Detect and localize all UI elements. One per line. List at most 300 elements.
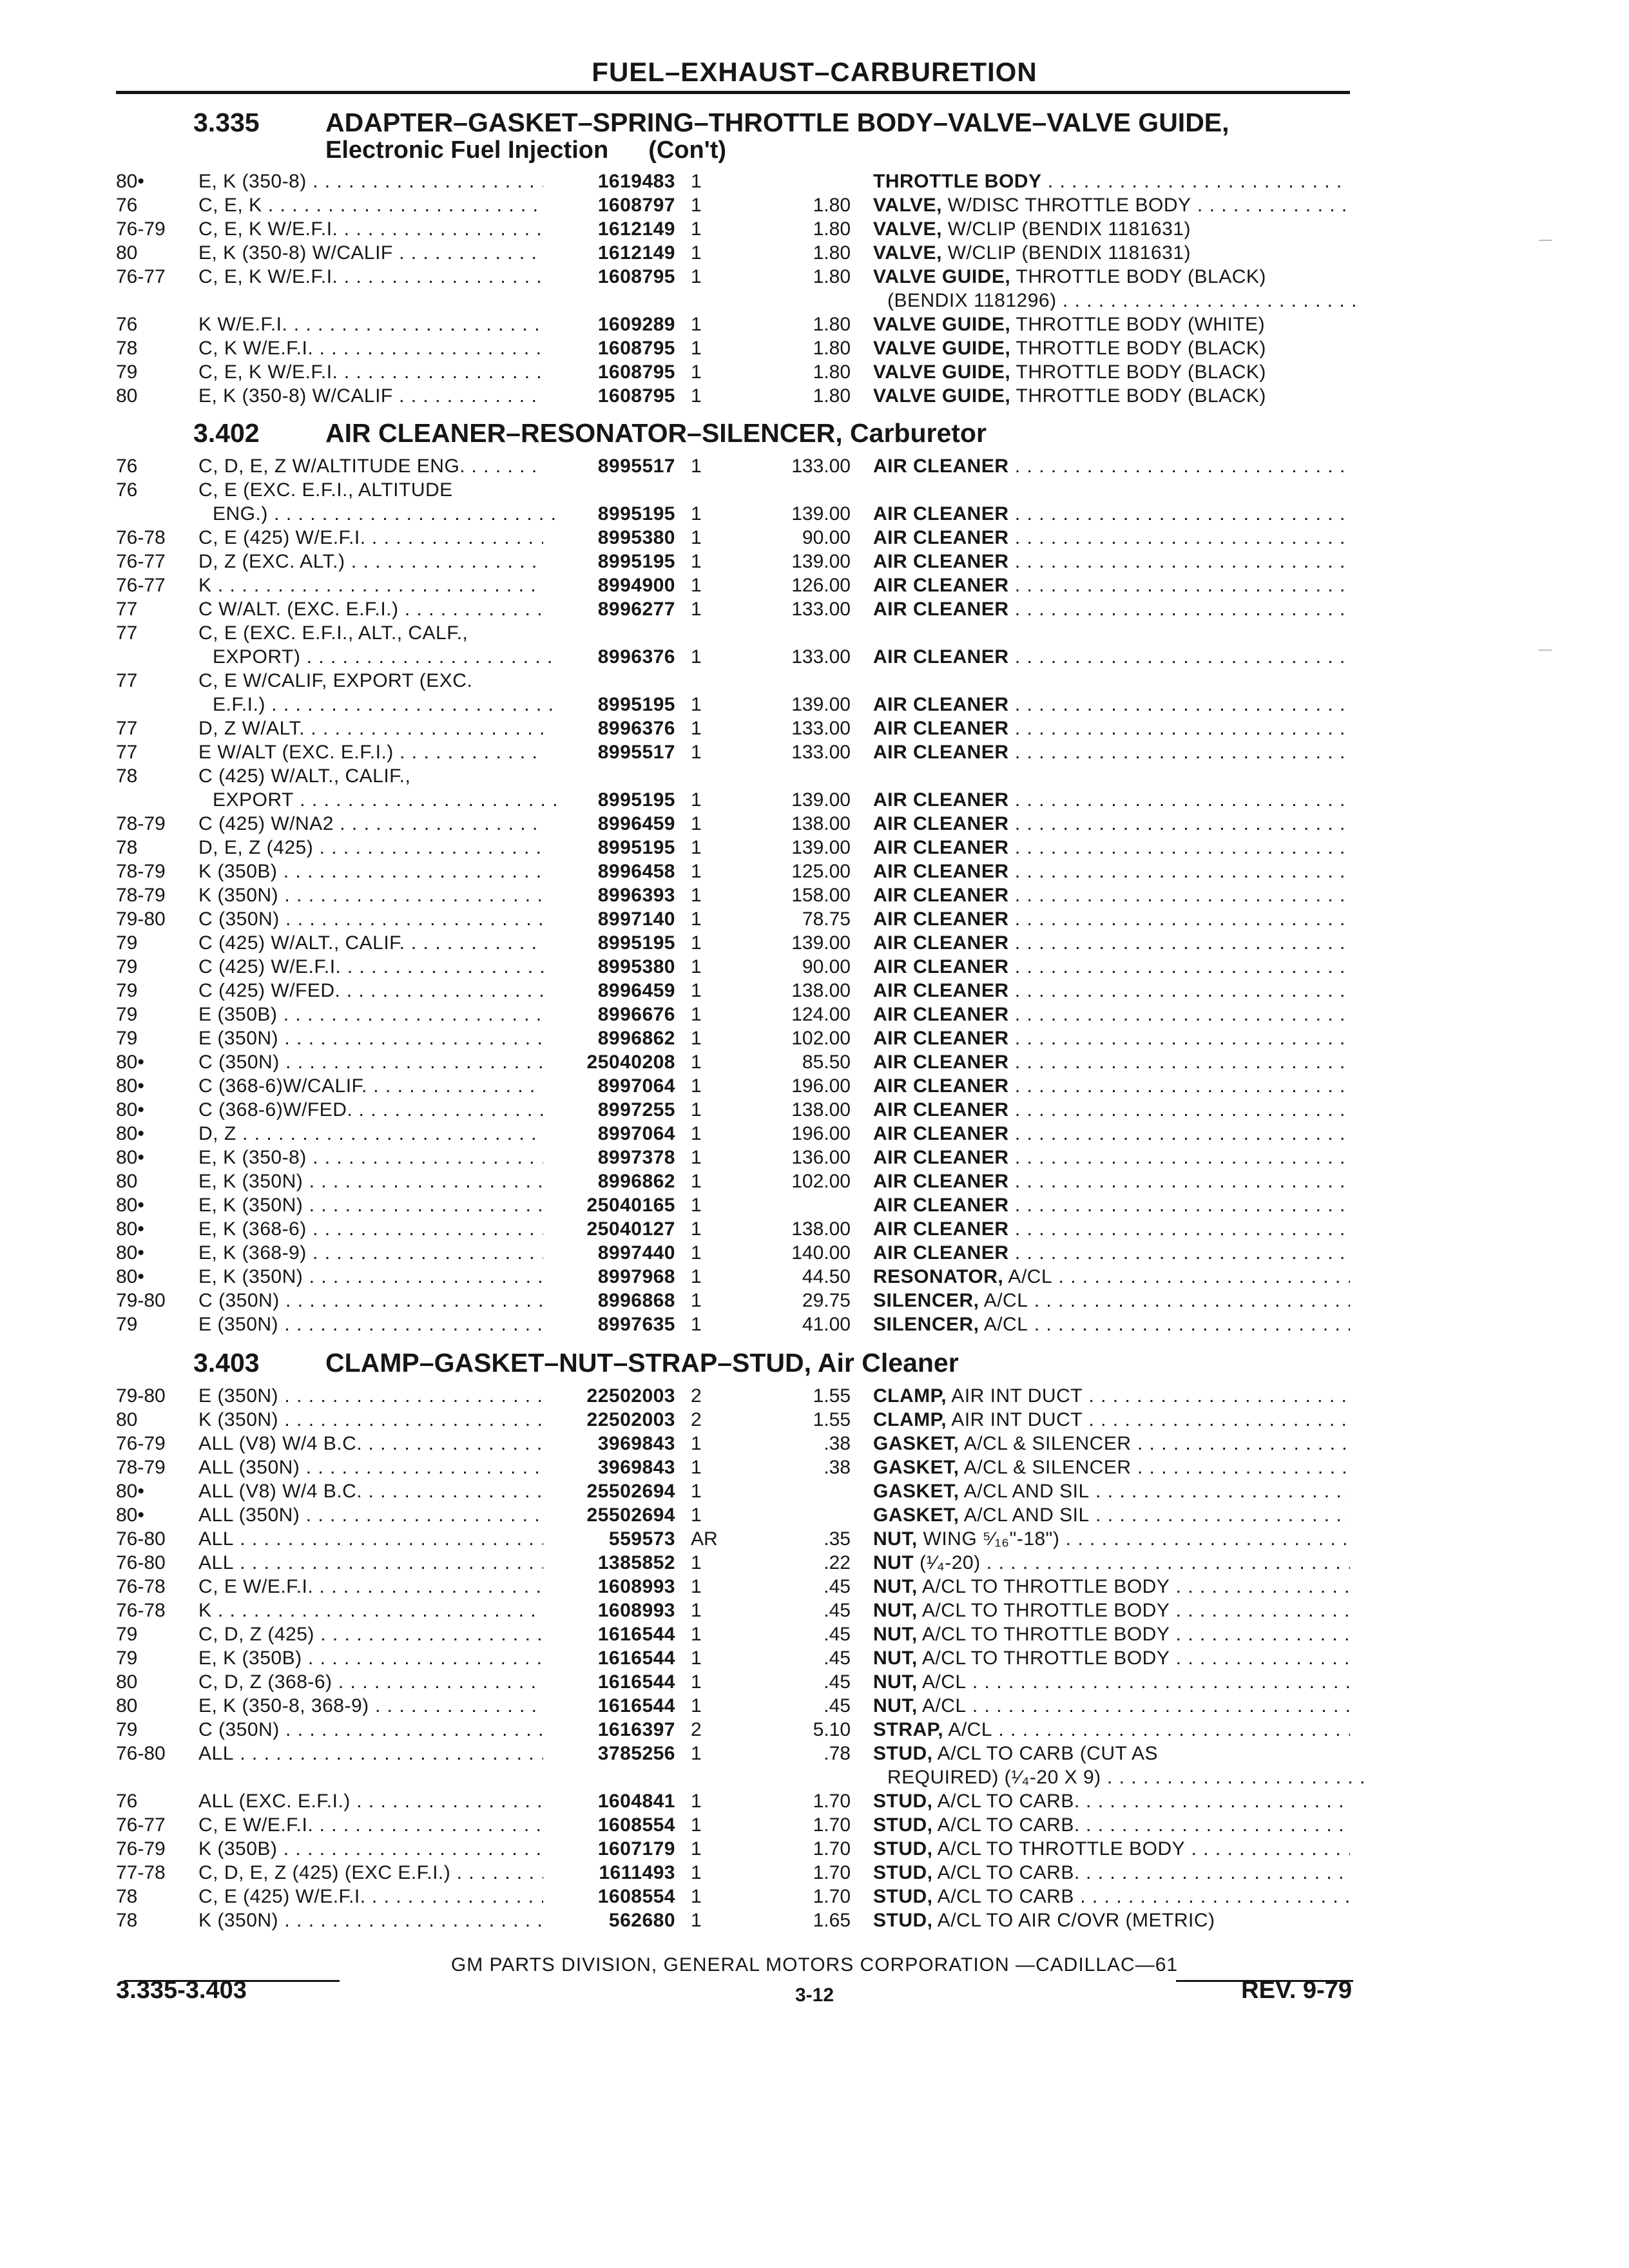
part-detail: A/CL — [917, 1671, 967, 1693]
list-price: 126.00 — [791, 575, 851, 596]
parts-row — [0, 193, 1629, 217]
application: E, K (350N) . . . — [198, 1193, 543, 1217]
list-price: 1.80 — [813, 266, 851, 287]
quantity: 1 — [691, 1195, 702, 1216]
application: ALL . . . — [198, 1742, 543, 1765]
list-price: .38 — [824, 1457, 851, 1478]
list-price: 196.00 — [791, 1123, 851, 1144]
part-description — [873, 360, 1350, 384]
list-price: 29.75 — [802, 1290, 851, 1311]
list-price: 1.70 — [813, 1814, 851, 1836]
part-number: 1608795 — [597, 385, 675, 407]
part-description — [873, 836, 1350, 860]
part-description — [873, 169, 1350, 193]
application: ALL (350N) . . . — [198, 1503, 543, 1527]
section-title — [325, 420, 987, 447]
parts-row — [0, 1622, 1629, 1646]
model-year: 80• — [116, 1123, 144, 1144]
footer-revision: REV. 9-79 — [1241, 1977, 1352, 2004]
parts-row — [0, 1408, 1629, 1432]
quantity: 1 — [691, 1600, 702, 1621]
application: E, K (368-6) . . . — [198, 1217, 543, 1241]
part-number: 1616544 — [597, 1648, 675, 1669]
part-description — [873, 336, 1350, 360]
application: C, E W/CALIF, EXPORT (EXC. — [198, 670, 473, 691]
parts-row — [0, 1575, 1629, 1599]
quantity: 1 — [691, 1242, 702, 1264]
part-number: 8995195 — [597, 932, 675, 954]
application: C (350N) . . . — [198, 1718, 543, 1742]
list-price: 5.10 — [813, 1719, 851, 1740]
list-price: 125.00 — [791, 861, 851, 882]
model-year: 76 — [116, 456, 138, 477]
application: EXPORT) . . . — [198, 645, 557, 669]
part-detail: W/CLIP (BENDIX 1181631) — [941, 242, 1191, 264]
section-title-main: AIR CLEANER–RESONATOR–SILENCER, — [325, 418, 843, 448]
quantity: 1 — [691, 385, 702, 407]
part-description — [873, 907, 1350, 931]
part-name: NUT, — [873, 1528, 918, 1550]
list-price: .45 — [824, 1600, 851, 1621]
parts-row — [0, 1003, 1629, 1026]
part-description — [873, 645, 1350, 669]
part-description — [873, 1456, 1350, 1479]
part-name: AIR CLEANER — [873, 885, 1009, 906]
parts-row — [0, 1885, 1629, 1908]
part-number: 3969843 — [597, 1433, 675, 1454]
model-year: 76-80 — [116, 1552, 166, 1573]
application: E W/ALT (EXC. E.F.I.) . . . — [198, 740, 543, 764]
model-year: 80• — [116, 1481, 144, 1502]
part-number: 8997255 — [597, 1099, 675, 1120]
part-name: AIR CLEANER — [873, 694, 1009, 715]
part-description — [873, 502, 1350, 526]
parts-row — [0, 1837, 1629, 1861]
application: E (350N) . . . — [198, 1384, 543, 1408]
parts-row — [0, 1217, 1629, 1241]
part-description — [873, 931, 1350, 955]
part-name: AIR CLEANER — [873, 956, 1009, 977]
part-number: 8996676 — [597, 1004, 675, 1025]
part-description — [873, 1527, 1350, 1551]
part-number: 1609289 — [597, 314, 675, 335]
model-year: 77 — [116, 599, 138, 620]
application: C (425) W/ALT., CALIF. . . . — [198, 931, 543, 955]
part-detail: REQUIRED) (¹⁄₄-20 X 9) — [887, 1767, 1101, 1788]
list-price: 196.00 — [791, 1075, 851, 1097]
parts-row — [0, 1098, 1629, 1122]
parts-row — [0, 1312, 1629, 1336]
list-price: 139.00 — [791, 932, 851, 954]
parts-row — [0, 265, 1629, 289]
part-description — [873, 1646, 1350, 1670]
application: C (350N) . . . — [198, 907, 543, 931]
scan-mark — [1539, 240, 1552, 241]
part-description — [873, 1861, 1350, 1885]
part-name: STRAP, — [873, 1719, 944, 1740]
application: ALL . . . — [198, 1527, 543, 1551]
model-year: 80 — [116, 1409, 138, 1430]
parts-row — [0, 1742, 1629, 1765]
list-price: 1.65 — [813, 1910, 851, 1931]
part-name: GASKET, — [873, 1457, 959, 1478]
part-number: 25502694 — [586, 1481, 675, 1502]
part-number: 8997440 — [597, 1242, 675, 1264]
parts-row — [0, 1146, 1629, 1169]
application: ALL (V8) W/4 B.C. . . . — [198, 1432, 543, 1456]
part-number: 8997635 — [597, 1314, 675, 1335]
part-name: NUT, — [873, 1695, 918, 1716]
quantity: 1 — [691, 1028, 702, 1049]
parts-row — [0, 1503, 1629, 1527]
part-number: 8994900 — [597, 575, 675, 596]
model-year: 79-80 — [116, 1385, 166, 1407]
part-description — [873, 1122, 1350, 1146]
list-price: 90.00 — [802, 527, 851, 548]
quantity: 1 — [691, 1504, 702, 1526]
part-number: 3785256 — [597, 1743, 675, 1764]
application: C (425) W/E.F.I. . . . — [198, 955, 543, 979]
section-title-main: CLAMP–GASKET–NUT–STRAP–STUD, — [325, 1348, 812, 1378]
parts-row — [0, 1694, 1629, 1718]
part-name: AIR CLEANER — [873, 742, 1009, 763]
part-detail: A/CL AND SIL — [959, 1481, 1090, 1502]
part-name: AIR CLEANER — [873, 789, 1009, 811]
list-price: 1.55 — [813, 1385, 851, 1407]
part-name: STUD, — [873, 1814, 933, 1836]
quantity: 1 — [691, 195, 702, 216]
quantity: 1 — [691, 1266, 702, 1287]
part-description — [873, 1026, 1350, 1050]
parts-row — [0, 979, 1629, 1003]
part-number: 8997140 — [597, 908, 675, 930]
part-name: STUD, — [873, 1862, 933, 1883]
quantity: 1 — [691, 1576, 702, 1597]
part-number: 1612149 — [597, 242, 675, 264]
part-name: CLAMP, — [873, 1409, 947, 1430]
part-number: 1608554 — [597, 1814, 675, 1836]
part-description — [873, 1551, 1350, 1575]
part-name: VALVE GUIDE, — [873, 266, 1011, 287]
list-price: 90.00 — [802, 956, 851, 977]
part-description — [873, 1742, 1350, 1765]
quantity: 1 — [691, 908, 702, 930]
part-description — [873, 860, 1350, 883]
part-number: 8995195 — [597, 503, 675, 524]
section-title-sub: Air Cleaner — [811, 1348, 959, 1378]
model-year: 76-77 — [116, 551, 166, 572]
part-description — [873, 1265, 1350, 1289]
part-name: AIR CLEANER — [873, 1123, 1009, 1144]
parts-row — [0, 169, 1629, 193]
parts-row — [0, 955, 1629, 979]
list-price: 133.00 — [791, 456, 851, 477]
part-name: AIR CLEANER — [873, 908, 1009, 930]
section-continued: (Con't) — [648, 137, 727, 164]
parts-row — [0, 1813, 1629, 1837]
model-year: 76 — [116, 1791, 138, 1812]
model-year: 79 — [116, 1028, 138, 1049]
parts-row — [0, 241, 1629, 265]
part-detail: (¹⁄₄-20) — [914, 1552, 981, 1573]
parts-row — [0, 645, 1629, 669]
parts-row — [0, 1122, 1629, 1146]
part-number: 8995517 — [597, 742, 675, 763]
part-number: 562680 — [608, 1910, 675, 1931]
quantity: 1 — [691, 266, 702, 287]
model-year: 76-77 — [116, 575, 166, 596]
part-number: 3969843 — [597, 1457, 675, 1478]
quantity: 1 — [691, 361, 702, 383]
list-price: .45 — [824, 1576, 851, 1597]
model-year: 79 — [116, 980, 138, 1001]
part-number: 1608993 — [597, 1600, 675, 1621]
list-price: 1.80 — [813, 338, 851, 359]
parts-row — [0, 454, 1629, 478]
part-detail: A/CL TO THROTTLE BODY — [917, 1600, 1170, 1621]
part-name: NUT — [873, 1552, 914, 1573]
model-year: 79 — [116, 932, 138, 954]
parts-row — [0, 1193, 1629, 1217]
model-year: 79 — [116, 1719, 138, 1740]
list-price: 138.00 — [791, 1218, 851, 1240]
parts-row — [0, 1026, 1629, 1050]
parts-row — [0, 502, 1629, 526]
part-number: 1608797 — [597, 195, 675, 216]
model-year: 76-78 — [116, 1600, 166, 1621]
parts-row — [0, 1551, 1629, 1575]
model-year: 78 — [116, 1910, 138, 1931]
part-number: 8995195 — [597, 789, 675, 811]
quantity: 1 — [691, 1648, 702, 1669]
model-year: 80 — [116, 1171, 138, 1192]
part-name: STUD, — [873, 1743, 933, 1764]
part-description — [873, 1837, 1350, 1861]
application: ALL . . . — [198, 1551, 543, 1575]
model-year: 79 — [116, 1004, 138, 1025]
part-name: GASKET, — [873, 1504, 959, 1526]
application: C, E (425) W/E.F.I. . . . — [198, 526, 543, 550]
list-price: 124.00 — [791, 1004, 851, 1025]
list-price: 1.80 — [813, 314, 851, 335]
model-year: 80• — [116, 1266, 144, 1287]
parts-row — [0, 907, 1629, 931]
part-number: 1611493 — [599, 1862, 675, 1883]
footer-publisher: GM PARTS DIVISION, GENERAL MOTORS CORPORATION —CADILLAC—61 — [450, 1954, 1179, 1975]
part-description — [873, 1146, 1350, 1169]
quantity: 1 — [691, 456, 702, 477]
part-number: 8995195 — [597, 694, 675, 715]
part-number: 8995195 — [597, 551, 675, 572]
application: ALL (V8) W/4 B.C. . . . — [198, 1479, 543, 1503]
part-detail: A/CL TO CARB — [932, 1886, 1074, 1907]
list-price: 1.80 — [813, 218, 851, 240]
part-detail: A/CL & SILENCER — [959, 1457, 1132, 1478]
quantity: 1 — [691, 1862, 702, 1883]
part-detail: A/CL — [1003, 1266, 1053, 1287]
part-number: 1385852 — [597, 1552, 675, 1573]
list-price: 1.70 — [813, 1862, 851, 1883]
part-detail: A/CL — [917, 1695, 967, 1716]
list-price: 139.00 — [791, 551, 851, 572]
quantity: 1 — [691, 1171, 702, 1192]
quantity: 1 — [691, 885, 702, 906]
part-number: 1607179 — [597, 1838, 675, 1860]
part-name: AIR CLEANER — [873, 980, 1009, 1001]
part-detail: A/CL & SILENCER — [959, 1433, 1132, 1454]
part-detail: A/CL TO THROTTLE BODY — [917, 1576, 1170, 1597]
part-name: AIR CLEANER — [873, 718, 1009, 739]
application: D, Z (EXC. ALT.) . . . — [198, 550, 543, 573]
quantity: 1 — [691, 1814, 702, 1836]
list-price: 158.00 — [791, 885, 851, 906]
quantity: 1 — [691, 837, 702, 858]
list-price: 138.00 — [791, 813, 851, 834]
part-description — [873, 241, 1350, 265]
part-description — [873, 1694, 1350, 1718]
parts-row — [0, 597, 1629, 621]
application: C, D, Z (368-6) . . . — [198, 1670, 543, 1694]
application: K W/E.F.I. . . . — [198, 312, 543, 336]
part-description — [873, 1289, 1350, 1312]
application: C, E, K W/E.F.I. . . . — [198, 360, 543, 384]
section-number: 3.403 — [193, 1348, 260, 1378]
part-name: AIR CLEANER — [873, 813, 1009, 834]
part-detail: A/CL TO CARB (CUT AS — [932, 1743, 1158, 1764]
part-description — [873, 716, 1350, 740]
application: K . . . — [198, 1599, 543, 1622]
list-price: 139.00 — [791, 694, 851, 715]
model-year: 80• — [116, 1242, 144, 1264]
parts-row — [0, 621, 1629, 645]
model-year: 80• — [116, 1052, 144, 1073]
part-number: 8995380 — [597, 956, 675, 977]
part-description — [873, 1241, 1350, 1265]
part-description — [873, 573, 1350, 597]
model-year: 78-79 — [116, 1457, 166, 1478]
part-description — [873, 955, 1350, 979]
section-title — [325, 1350, 959, 1376]
part-description — [873, 1479, 1350, 1503]
quantity: 1 — [691, 1433, 702, 1454]
list-price: 102.00 — [791, 1028, 851, 1049]
quantity: 1 — [691, 1838, 702, 1860]
part-name: STUD, — [873, 1838, 933, 1860]
list-price: 85.50 — [802, 1052, 851, 1073]
model-year: 80• — [116, 1075, 144, 1097]
application: C, D, E, Z (425) (EXC E.F.I.) . . . — [198, 1861, 543, 1885]
part-name: AIR CLEANER — [873, 1052, 1009, 1073]
part-detail: A/CL TO CARB. — [932, 1862, 1080, 1883]
part-name: AIR CLEANER — [873, 575, 1009, 596]
list-price: 41.00 — [802, 1314, 851, 1335]
model-year: 77 — [116, 622, 138, 644]
parts-row — [0, 360, 1629, 384]
list-price: .78 — [824, 1743, 851, 1764]
part-name: SILENCER, — [873, 1290, 979, 1311]
quantity: 1 — [691, 551, 702, 572]
parts-row — [0, 764, 1629, 788]
part-detail: W/CLIP (BENDIX 1181631) — [941, 218, 1191, 240]
quantity: 1 — [691, 599, 702, 620]
application: E, K (350-8) W/CALIF . . . — [198, 384, 543, 408]
list-price: .45 — [824, 1648, 851, 1669]
model-year: 76-79 — [116, 218, 166, 240]
part-name: STUD, — [873, 1910, 933, 1931]
quantity: 1 — [691, 1743, 702, 1764]
list-price: 1.80 — [813, 385, 851, 407]
quantity: 1 — [691, 1481, 702, 1502]
list-price: 1.80 — [813, 195, 851, 216]
quantity: 1 — [691, 956, 702, 977]
part-description — [873, 193, 1350, 217]
quantity: 1 — [691, 1314, 702, 1335]
quantity: 1 — [691, 527, 702, 548]
part-name: NUT, — [873, 1671, 918, 1693]
part-description — [873, 788, 1350, 812]
application: C (368-6)W/CALIF. . . . — [198, 1074, 543, 1098]
part-name: VALVE, — [873, 218, 942, 240]
part-description — [873, 1670, 1350, 1694]
part-description — [873, 265, 1350, 289]
part-description — [873, 883, 1350, 907]
part-number: 8995380 — [597, 527, 675, 548]
parts-row — [0, 1479, 1629, 1503]
application: C (350N) . . . — [198, 1289, 543, 1312]
part-detail: THROTTLE BODY (BLACK) — [1010, 338, 1266, 359]
footer-page-number: 3-12 — [795, 1984, 834, 2006]
part-number: 1608795 — [597, 361, 675, 383]
quantity: 1 — [691, 718, 702, 739]
model-year: 78 — [116, 1886, 138, 1907]
quantity: 1 — [691, 1099, 702, 1120]
part-name: AIR CLEANER — [873, 1099, 1009, 1120]
part-number: 22502003 — [586, 1385, 675, 1407]
quantity: 1 — [691, 861, 702, 882]
list-price: 138.00 — [791, 1099, 851, 1120]
part-detail: WING ⁵⁄₁₆"-18") — [917, 1528, 1060, 1550]
parts-row — [0, 384, 1629, 408]
parts-row — [0, 1074, 1629, 1098]
part-detail: A/CL TO CARB. — [932, 1791, 1080, 1812]
part-number: 1616544 — [597, 1695, 675, 1716]
list-price: 139.00 — [791, 503, 851, 524]
part-description — [873, 526, 1350, 550]
part-name: AIR CLEANER — [873, 837, 1009, 858]
application: C, K W/E.F.I. . . . — [198, 336, 543, 360]
part-description — [873, 812, 1350, 836]
parts-row — [0, 217, 1629, 241]
application: C, E, K W/E.F.I. . . . — [198, 265, 543, 289]
part-description — [873, 1384, 1350, 1408]
model-year: 77 — [116, 670, 138, 691]
part-number: 1608554 — [597, 1886, 675, 1907]
part-number: 25040165 — [586, 1195, 675, 1216]
parts-row — [0, 931, 1629, 955]
parts-row — [0, 1765, 1629, 1789]
application: C (425) W/ALT., CALIF., — [198, 765, 411, 787]
list-price: .35 — [824, 1528, 851, 1550]
list-price: 133.00 — [791, 646, 851, 668]
footer-section-range: 3.335-3.403 — [116, 1977, 247, 2004]
parts-row — [0, 716, 1629, 740]
application: ENG.) . . . — [198, 502, 557, 526]
part-number: 8996376 — [597, 646, 675, 668]
quantity: 1 — [691, 1457, 702, 1478]
model-year: 80• — [116, 1099, 144, 1120]
section-subtitle: Electronic Fuel Injection — [325, 137, 609, 164]
application: C (425) W/FED. . . . — [198, 979, 543, 1003]
